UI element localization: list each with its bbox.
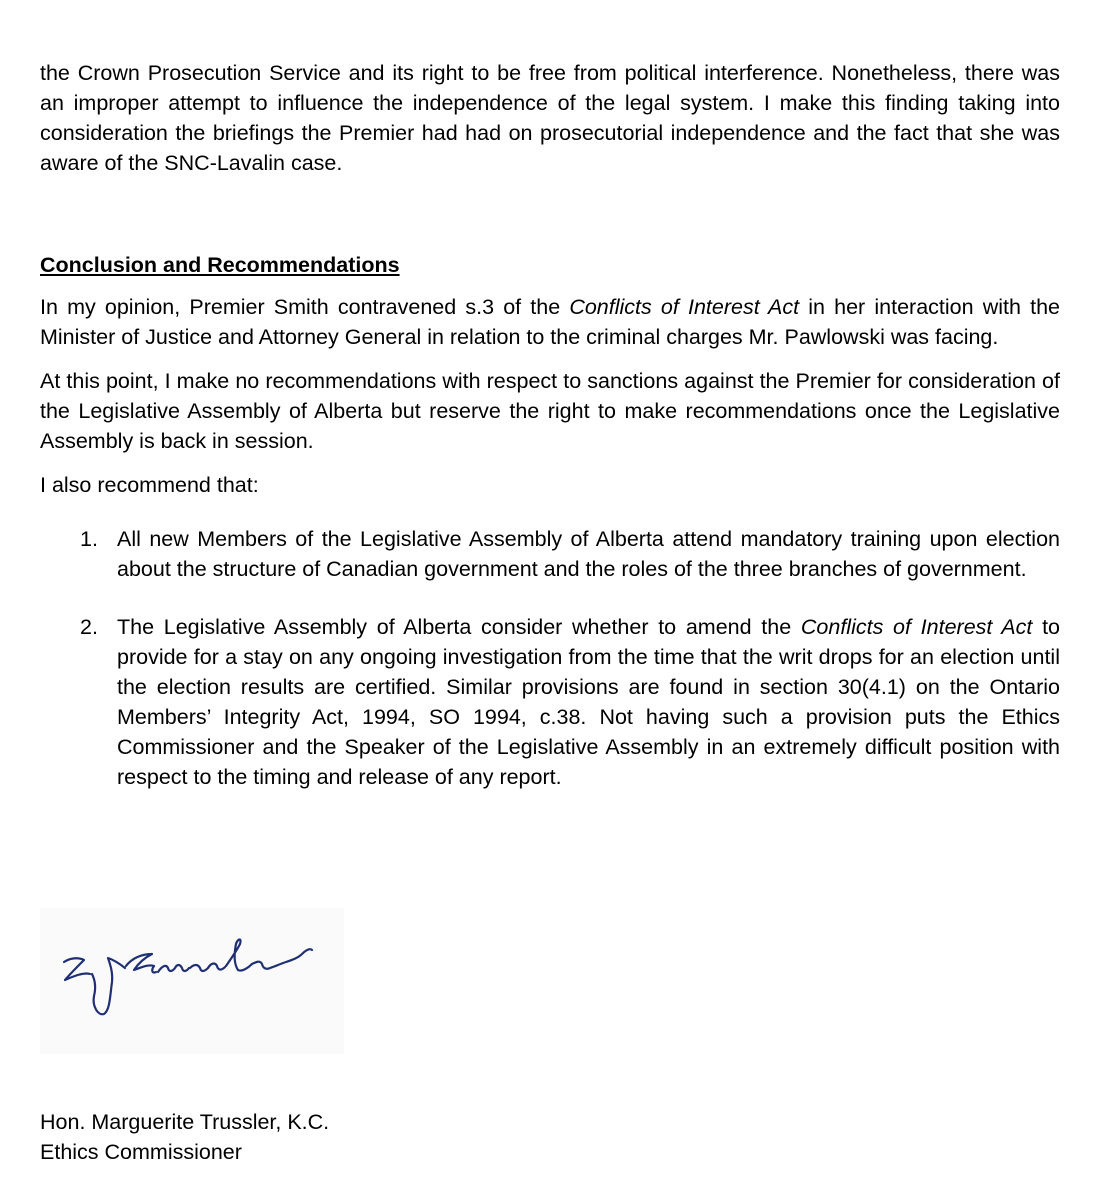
opinion-paragraph bbox=[40, 292, 1060, 352]
signature-block bbox=[40, 1107, 329, 1167]
act-title: Conflicts of Interest Act bbox=[569, 295, 800, 319]
recommendations-list bbox=[40, 524, 1060, 792]
list-item-text: All new Members of the Legislative Assembly of Alberta attend mandatory training upon election about the structure of Canadian government and the roles of the three branches of government. bbox=[117, 527, 1060, 581]
section-heading: Conclusion and Recommendations bbox=[40, 253, 400, 277]
list-item-number: 1. bbox=[80, 527, 98, 551]
intro-paragraph: the Crown Prosecution Service and its right to be free from political interference. Nonetheless, there was an improper attempt to influence the independence of the legal system. I make this finding taking into consideration the briefings the Premier had had on prosecutorial independence and the fact that she was aware of the SNC-Lavalin case. bbox=[40, 61, 1060, 175]
list-item bbox=[40, 524, 1060, 584]
opinion-text-start: In my opinion, Premier Smith contravened s.3 of the bbox=[40, 295, 570, 319]
document-body bbox=[40, 58, 1060, 820]
act-title: Conflicts of Interest Act bbox=[800, 615, 1033, 639]
signatory-title: Ethics Commissioner bbox=[40, 1140, 242, 1164]
list-item-text-end: to provide for a stay on any ongoing investigation from the time that the writ drops for an election until the election results are certified. Similar provisions are found in section 30(4.1) on the Ontario Members’ Integrity Act, 1994, SO 1994, c.38. Not having such a provision puts the Ethics Commissioner and the Speaker of the Legislative Assembly in an extremely difficult position with respect to the timing and release of any report. bbox=[117, 615, 1060, 789]
sanctions-paragraph: At this point, I make no recommendations with respect to sanctions against the Premier for consideration of the Legislative Assembly of Alberta but reserve the right to make recommendations once the Legislative Assembly is back in session. bbox=[40, 369, 1060, 453]
opinion-text-end: in her interaction with the Minister of Justice and Attorney General in relation to the criminal charges Mr. Pawlowski was facing. bbox=[40, 295, 1060, 349]
recommend-intro: I also recommend that: bbox=[40, 473, 259, 497]
signature-image bbox=[40, 908, 344, 1054]
signatory-name: Hon. Marguerite Trussler, K.C. bbox=[40, 1110, 330, 1134]
list-item-number: 2. bbox=[80, 615, 98, 639]
signature bbox=[40, 908, 344, 1054]
signature-background bbox=[40, 908, 344, 1054]
list-item-text-start: The Legislative Assembly of Alberta consider whether to amend the bbox=[117, 615, 801, 639]
list-item bbox=[40, 612, 1060, 792]
